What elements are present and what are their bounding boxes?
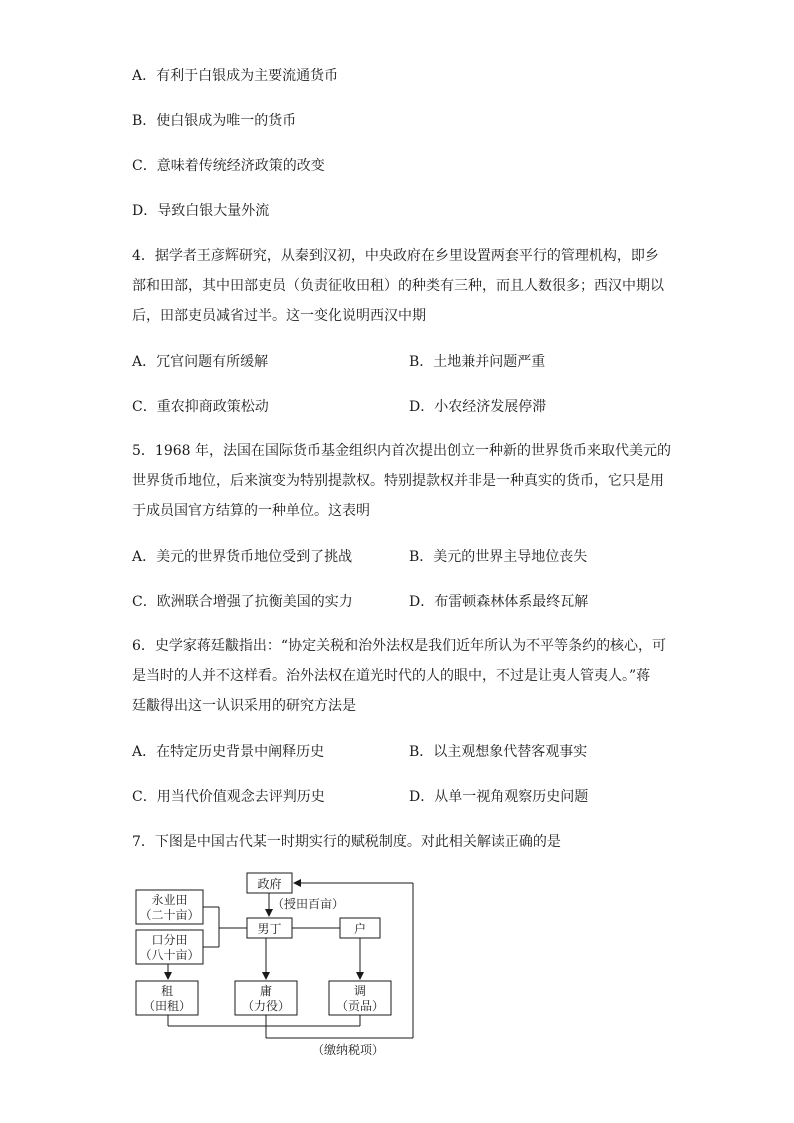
- q5-stem-line-2: 世界货币地位，后来演变为特别提款权。特别提款权并非是一种真实的货币，它只是用: [132, 473, 664, 489]
- q3-option-a: A．有利于白银成为主要流通货币: [132, 68, 339, 84]
- q6-option-a: A．在特定历史背景中阐释历史: [132, 744, 325, 760]
- q4-stem-line-1: 4．据学者王彦辉研究，从秦到汉初，中央政府在乡里设置两套平行的管理机构，即乡: [132, 248, 659, 264]
- q4-option-c: C．重农抑商政策松动: [132, 399, 269, 415]
- government-label: 政府: [257, 877, 282, 891]
- grant-label: （授田百亩）: [272, 897, 345, 911]
- diao-tax-desc: （贡品）: [335, 999, 385, 1013]
- zu-tax-desc: （田租）: [142, 999, 192, 1013]
- q3-option-d: D．导致白银大量外流: [132, 203, 270, 219]
- koufen-field-area: （八十亩）: [139, 948, 200, 962]
- q4-option-a: A．冗官问题有所缓解: [132, 354, 269, 370]
- q7-stem: 7．下图是中国古代某一时期实行的赋税制度。对此相关解读正确的是: [132, 834, 561, 850]
- q5-option-d: D．布雷顿森林体系最终瓦解: [409, 594, 589, 610]
- q4-option-d: D．小农经济发展停滞: [409, 399, 547, 415]
- yong-tax-label: 庸: [259, 984, 273, 998]
- q6-stem-line-1: 6．史学家蒋廷黻指出：“协定关税和治外法权是我们近年所认为不平等条约的核心，可: [132, 638, 667, 654]
- q5-stem-line-1: 5．1968 年，法国在国际货币基金组织内首次提出创立一种新的世界货币来取代美元的: [132, 443, 671, 459]
- tax-items-label: （缴纳税项）: [311, 1043, 385, 1057]
- q5-stem-line-3: 于成员国官方结算的一种单位。这表明: [132, 503, 370, 519]
- q6-stem-line-2: 是当时的人并不这样看。治外法权在道光时代的人的眼中，不过是让夷人管夷人。”蒋: [132, 668, 651, 684]
- q3-option-c: C．意味着传统经济政策的改变: [132, 158, 325, 174]
- diao-tax-label: 调: [353, 984, 367, 998]
- household-label: 户: [353, 922, 367, 936]
- q5-option-c: C．欧洲联合增强了抗衡美国的实力: [132, 594, 353, 610]
- q4-stem-line-3: 后，田部吏员减省过半。这一变化说明西汉中期: [132, 308, 426, 324]
- q3-option-b: B．使白银成为唯一的货币: [132, 113, 297, 129]
- q6-stem-line-3: 廷黻得出这一认识采用的研究方法是: [132, 698, 356, 714]
- zu-tax-label: 租: [160, 984, 174, 998]
- q6-option-b: B．以主观想象代替客观事实: [409, 744, 588, 760]
- q4-option-b: B．土地兼并问题严重: [409, 354, 546, 370]
- male-label: 男丁: [257, 922, 282, 936]
- q6-option-c: C．用当代价值观念去评判历史: [132, 789, 325, 805]
- yongye-field-area: （二十亩）: [139, 908, 200, 922]
- yong-tax-desc: （力役）: [241, 999, 291, 1013]
- q6-option-d: D．从单一视角观察历史问题: [409, 789, 589, 805]
- q5-option-b: B．美元的世界主导地位丧失: [409, 549, 588, 565]
- q4-stem-line-2: 部和田部，其中田部吏员（负责征收田租）的种类有三种，而且人数很多；西汉中期以: [132, 278, 664, 294]
- q5-option-a: A．美元的世界货币地位受到了挑战: [132, 549, 353, 565]
- koufen-field-label: 口分田: [151, 933, 188, 947]
- yongye-field-label: 永业田: [151, 893, 188, 907]
- tax-system-diagram: [130, 868, 420, 1060]
